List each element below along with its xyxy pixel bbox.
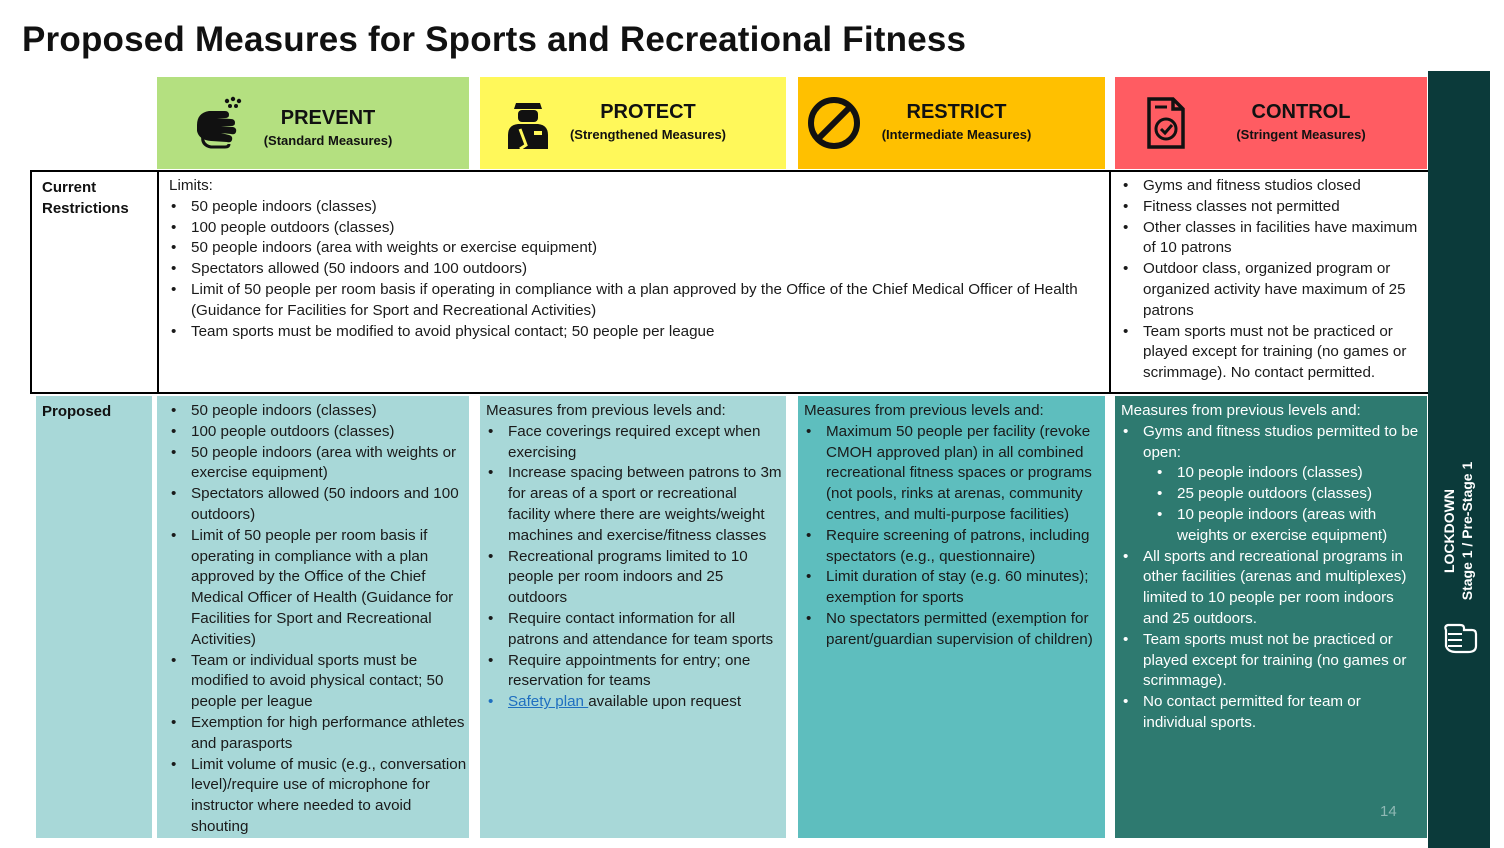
lead-text: Measures from previous levels and: [486, 402, 726, 419]
lockdown-label [1440, 462, 1476, 601]
prohibited-icon [806, 95, 862, 151]
list-item: • Limit of 50 people per room basis if operating in compliance with a plan approved by the Office of the Chief Medical Officer of Health (Guidance for Facilities for Sport and Recreational Activities) [169, 280, 1099, 322]
list-item: • Fitness classes not permitted [1121, 197, 1421, 218]
list-item: • Gyms and fitness studios permitted to be open: [1121, 422, 1423, 464]
sub-list-item: • 25 people outdoors (classes) [1121, 484, 1423, 505]
list-item: • Limit volume of music (e.g., conversation level)/require use of microphone for instructor where needed to avoid shouting [169, 755, 467, 838]
header-name: PROTECT [600, 101, 696, 123]
list-item: • Other classes in facilities have maximum of 10 patrons [1121, 218, 1421, 260]
proposed-label: Proposed [42, 403, 112, 420]
list-item: • 50 people indoors (classes) [169, 401, 467, 422]
handwashing-icon [191, 95, 247, 151]
list-item: • No contact permitted for team or individual sports. [1121, 692, 1423, 734]
divider [1109, 170, 1111, 394]
lockdown-sidebar [1428, 71, 1490, 848]
lead-text: Limits: [169, 177, 213, 194]
header-name: RESTRICT [906, 101, 1007, 123]
list-item: • Maximum 50 people per facility (revoke CMOH approved plan) in all combined recreational fitness spaces or programs (not pools, rinks at arenas, community centres, and multi-purpose facilities) [804, 422, 1102, 526]
divider [157, 170, 159, 394]
lead-text: Measures from previous levels and: [1121, 402, 1361, 419]
header-sub: (Intermediate Measures) [881, 127, 1032, 142]
list-item: • Require appointments for entry; one reservation for teams [486, 651, 782, 693]
proposed-control-list [1121, 422, 1423, 734]
list-item: • Require contact information for all patrons and attendance for team sports [486, 609, 782, 651]
proposed-restrict-list [804, 422, 1102, 651]
page-title: Proposed Measures for Sports and Recreational Fitness [22, 20, 967, 59]
current-limits-list [169, 197, 1099, 343]
sub-list-item: • 10 people indoors (classes) [1121, 463, 1423, 484]
page-number: 14 [1380, 803, 1397, 820]
list-item: • Outdoor class, organized program or organized activity have maximum of 25 patrons [1121, 259, 1421, 321]
list-item: • Spectators allowed (50 indoors and 100 outdoors) [169, 259, 1099, 280]
list-item: • Limit of 50 people per room basis if operating in compliance with a plan approved by the Office of the Chief Medical Officer of Health (Guidance for Facilities for Sport and Recreational Activities) [169, 526, 467, 651]
proposed-prevent-list [169, 401, 467, 838]
list-item: • Gyms and fitness studios closed [1121, 176, 1421, 197]
current-restrictions-label [42, 177, 129, 219]
list-item: • Require screening of patrons, including spectators (e.g., questionnaire) [804, 526, 1102, 568]
list-item: • Spectators allowed (50 indoors and 100 outdoors) [169, 484, 467, 526]
list-item: • Team sports must not be practiced or played except for training (no games or scrimmage). No contact permitted. [1121, 322, 1421, 384]
list-item: • Team or individual sports must be modified to avoid physical contact; 50 people per league [169, 651, 467, 713]
header-name: PREVENT [280, 107, 376, 129]
proposed-restrict-cell [804, 401, 1102, 651]
label-line: Restrictions [42, 200, 129, 217]
safety-plan-link[interactable]: Safety plan [508, 693, 589, 711]
list-item: • No spectators permitted (exemption for parent/guardian supervision of children) [804, 609, 1102, 651]
list-item: • Team sports must not be practiced or played except for training (no games or scrimmage). [1121, 630, 1423, 692]
list-item: • 50 people indoors (area with weights or exercise equipment) [169, 238, 1099, 259]
list-item: • All sports and recreational programs in other facilities (arenas and multiplexes) limited to 10 people per room indoors and 25 outdoors. [1121, 547, 1423, 630]
header-restrict [798, 77, 1105, 169]
header-control [1115, 77, 1427, 169]
header-sub: (Stringent Measures) [1236, 127, 1366, 142]
list-item: • Increase spacing between patrons to 3m for areas of a sport or recreational facility where there are weights/weight machines and exercise/fitness classes [486, 463, 782, 546]
list-item: • 100 people outdoors (classes) [169, 218, 1099, 239]
header-protect [480, 77, 786, 169]
header-sub: (Strengthened Measures) [569, 127, 727, 142]
list-item: • 50 people indoors (area with weights or exercise equipment) [169, 443, 467, 485]
sub-list-item: • 10 people indoors (areas with weights or exercise equipment) [1121, 505, 1423, 547]
lead-text: Measures from previous levels and: [804, 402, 1044, 419]
list-item: • Team sports must be modified to avoid physical contact; 50 people per league [169, 322, 1099, 343]
current-control-list [1121, 176, 1421, 384]
proposed-protect-cell [486, 401, 782, 713]
current-control-cell [1121, 176, 1421, 384]
proposed-control-cell [1121, 401, 1423, 734]
lockdown-stage: Stage 1 / Pre-Stage 1 [1459, 461, 1475, 601]
proposed-protect-list [486, 422, 782, 713]
header-sub: (Standard Measures) [263, 133, 393, 148]
proposed-prevent-cell [169, 401, 467, 838]
header-name: CONTROL [1251, 101, 1351, 123]
hand-stop-icon [1440, 616, 1480, 656]
label-line: Current [42, 179, 97, 196]
list-item: • Limit duration of stay (e.g. 60 minutes); exemption for sports [804, 567, 1102, 609]
proposed-label-bg [36, 396, 152, 838]
list-item: • Recreational programs limited to 10 people per room indoors and 25 outdoors [486, 547, 782, 609]
header-prevent [157, 77, 469, 169]
list-item: • Exemption for high performance athletes and parasports [169, 713, 467, 755]
list-item: • 100 people outdoors (classes) [169, 422, 467, 443]
list-item: • 50 people indoors (classes) [169, 197, 1099, 218]
guard-icon [500, 95, 556, 151]
link-suffix: available upon request [588, 693, 742, 711]
list-item [486, 692, 782, 713]
lockdown-title: LOCKDOWN [1441, 489, 1457, 574]
list-item: • Face coverings required except when exercising [486, 422, 782, 464]
current-limits-cell [169, 176, 1099, 342]
